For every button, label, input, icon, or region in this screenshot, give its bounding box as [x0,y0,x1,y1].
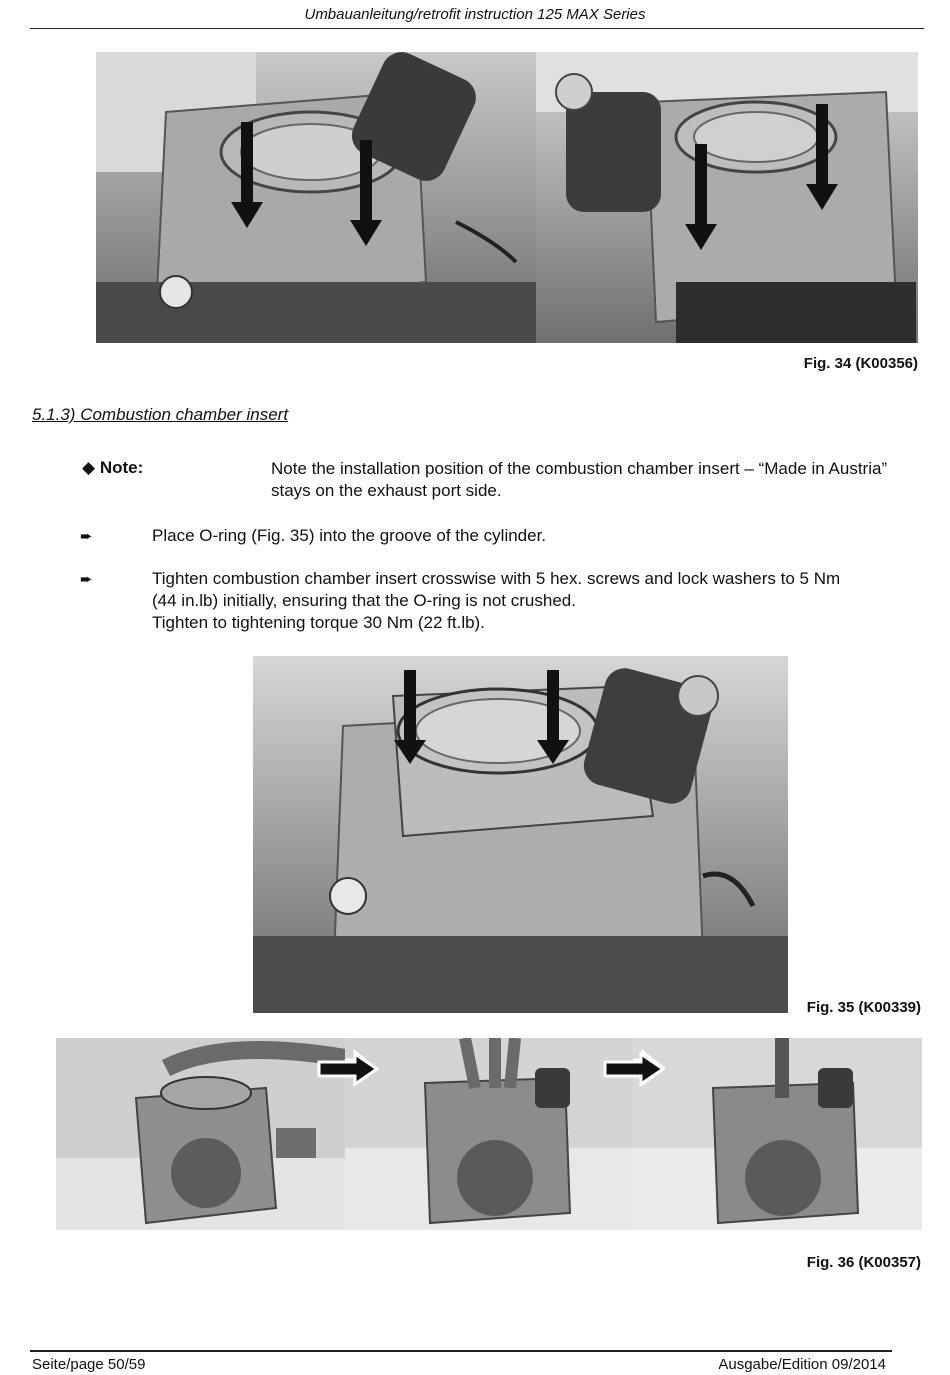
header-rule [30,28,924,29]
step-1-line: Place O-ring (Fig. 35) into the groove of the cylinder. [152,526,547,545]
fig36-photo-2 [345,1038,633,1230]
step-2-text [152,568,927,634]
fig34-caption: Fig. 34 (K00356) [803,355,918,372]
right-arrow-icon [603,1052,665,1086]
fig36-photo-1 [56,1038,345,1230]
step-2-line: Tighten combustion chamber insert crosswise with 5 hex. screws and lock washers to 5 Nm [152,569,841,588]
note-text: Note the installation position of the combustion chamber insert – “Made in Austria” stays on the exhaust port side. [271,459,888,500]
fig34-photo-left [96,52,536,343]
step-2-line: Tighten to tightening torque 30 Nm (22 ft.lb). [152,613,485,632]
arrow-bullet-icon: ➨ [80,571,93,588]
arrow-bullet-icon: ➨ [80,528,93,545]
footer-page-number: Seite/page 50/59 [32,1356,146,1373]
footer-rule [30,1350,892,1352]
fig36-photo-3 [633,1038,922,1230]
fig35-caption: Fig. 35 (K00339) [806,999,921,1016]
section-heading: 5.1.3) Combustion chamber insert [32,405,289,424]
fig34-photo-right [536,52,918,343]
right-arrow-icon [317,1052,379,1086]
footer-edition: Ausgabe/Edition 09/2014 [718,1356,886,1373]
note-label-text: Note: [99,458,144,477]
diamond-bullet-icon: ◆ [82,458,96,477]
step-1-text [152,525,927,547]
fig36-caption: Fig. 36 (K00357) [806,1254,921,1271]
step-2-line: (44 in.lb) initially, ensuring that the O-ring is not crushed. [152,591,576,610]
note-label [82,458,143,478]
fig35-photo [253,656,788,1013]
page-header-title: Umbauanleitung/retrofit instruction 125 MAX Series [304,6,646,23]
